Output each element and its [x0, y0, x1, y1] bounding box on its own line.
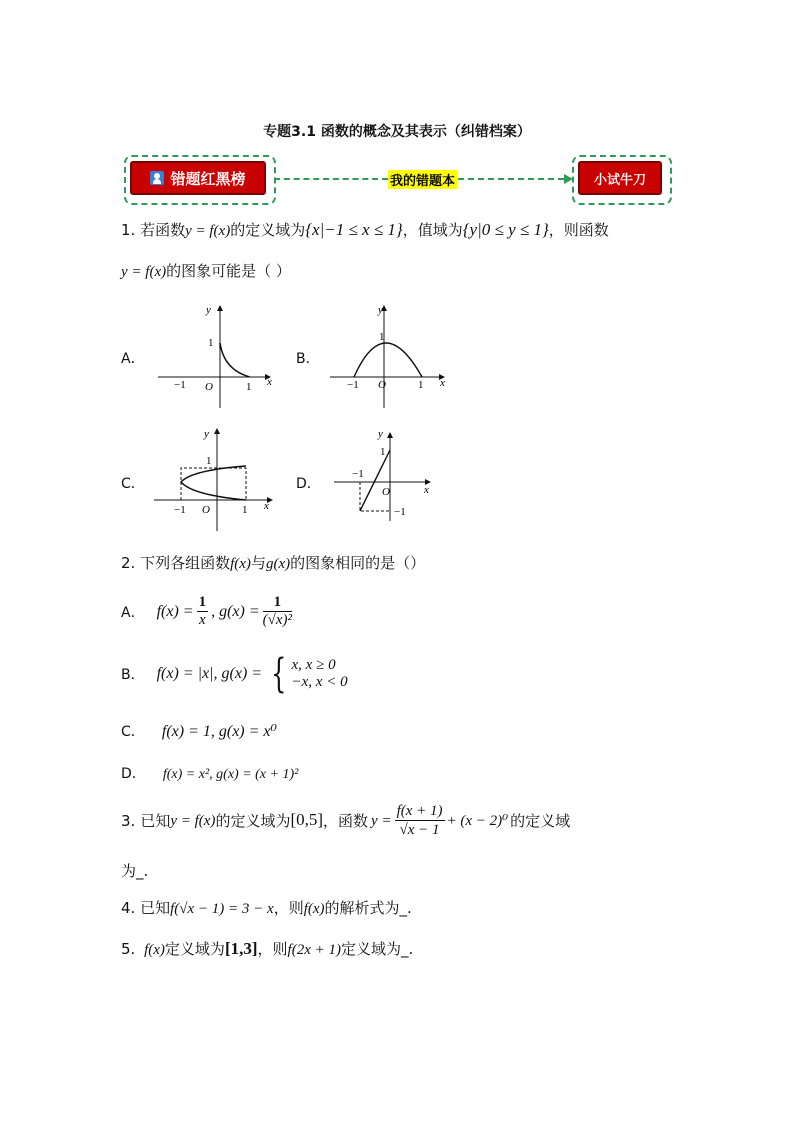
question-text: 已知 [140, 811, 171, 830]
numerator: 1 [263, 594, 292, 612]
question-number: 5. [121, 940, 136, 958]
option-label: B． [121, 667, 145, 683]
x-label: x [440, 377, 445, 389]
origin-label: O [202, 504, 210, 516]
math-expr: g(x) [265, 556, 291, 572]
fraction [197, 594, 209, 629]
tick-neg-one-x: −1 [347, 379, 359, 391]
y-label: y [206, 304, 211, 316]
question-3-line-2: 为_. [121, 862, 149, 880]
q2-option-d[interactable] [121, 763, 298, 783]
question-text: 的定义域为 [230, 221, 306, 239]
graph-c [150, 425, 280, 535]
math-expr: f(x) = 1, g(x) = x⁰ [161, 723, 277, 740]
q2-option-c[interactable] [121, 721, 277, 741]
question-4 [121, 899, 412, 918]
question-text: 下列各组函数 [140, 554, 231, 572]
parabola [354, 343, 422, 377]
math-expr: f(x) = [156, 602, 194, 620]
math-expr: {x|−1 ≤ x ≤ 1} [305, 220, 403, 239]
option-a-label[interactable]: A． [121, 351, 145, 367]
question-1-line-1 [121, 220, 609, 240]
fraction [263, 594, 292, 629]
math-expr: f(2x + 1) [287, 942, 341, 958]
denominator: (√x)² [262, 612, 293, 628]
math-expr: f(x) = |x|, g(x) = [156, 665, 263, 682]
question-text: 与 [250, 554, 266, 572]
question-number: 4. [121, 899, 136, 917]
tick-one-y: 1 [208, 337, 214, 349]
question-number: 3. [121, 811, 136, 830]
y-label: y [204, 428, 209, 440]
practice-button[interactable] [578, 161, 662, 195]
question-text: 已知 [140, 899, 171, 917]
question-text: ，值域为 [402, 221, 463, 239]
math-expr: [1,3] [224, 939, 258, 958]
tick-neg-one-x: −1 [174, 379, 186, 391]
question-number: 1. [121, 221, 136, 239]
option-label: A． [121, 604, 145, 621]
tick-one-y: 1 [379, 331, 385, 343]
question-text: 若函数 [140, 221, 186, 239]
y-label: y [378, 304, 383, 316]
curve [181, 466, 246, 500]
math-expr: y = f(x) [185, 223, 231, 239]
denominator: √x − 1 [399, 822, 440, 838]
tick-neg-one-x: −1 [174, 504, 186, 516]
question-text: 的定义域为 [215, 811, 291, 830]
q2-option-a[interactable] [121, 594, 292, 629]
curve [220, 343, 250, 377]
case-1: x, x ≥ 0 [291, 657, 336, 673]
math-expr: {y|0 ≤ y ≤ 1} [462, 220, 549, 239]
x-label: x [424, 484, 429, 496]
question-text: ，则 [257, 940, 288, 958]
tick-one-y: 1 [206, 455, 212, 467]
origin-label: O [205, 381, 213, 393]
practice-label: 小试牛刀 [593, 172, 646, 188]
y-label: y [378, 428, 383, 440]
tick-one-y: 1 [380, 446, 386, 458]
my-mistakes-notebook-label: 我的错题本 [388, 170, 457, 189]
question-text: ，则 [273, 899, 304, 917]
math-expr: f(√x − 1) = 3 − x [170, 901, 274, 917]
question-text: ，则函数 [548, 221, 609, 239]
question-1-line-2 [121, 262, 291, 281]
x-label: x [264, 500, 269, 512]
tick-one-x: 1 [242, 504, 248, 516]
banner-connector-left [274, 178, 388, 180]
question-text: ，函数 [323, 811, 369, 830]
option-b-label[interactable]: B． [296, 351, 320, 367]
x-label: x [267, 376, 272, 388]
question-text: 的图象相同的是（） [290, 554, 426, 572]
question-5 [121, 939, 413, 959]
option-label: D． [121, 766, 146, 782]
tick-one-x: 1 [418, 379, 424, 391]
math-expr: + (x − 2)⁰ [446, 812, 509, 829]
user-icon [150, 171, 164, 185]
numerator: f(x + 1) [396, 803, 443, 819]
math-expr: y = [371, 812, 392, 829]
wrong-answers-rank-button[interactable] [130, 161, 266, 195]
wrong-answers-rank-label: 错题红黑榜 [170, 169, 246, 188]
banner-connector-right [458, 178, 564, 180]
case-2: −x, x < 0 [291, 674, 348, 690]
page-title: 专题3.1 函数的概念及其表示（纠错档案） [263, 124, 531, 140]
question-text: 定义域为_. [340, 940, 414, 958]
origin-label: O [382, 486, 390, 498]
origin-label: O [378, 379, 386, 391]
tick-neg-one-x: −1 [352, 468, 364, 480]
question-text: 的解析式为_. [324, 899, 412, 917]
graph-d [330, 425, 440, 525]
piecewise-cases [292, 657, 348, 691]
math-expr: f(x) [303, 901, 325, 917]
question-text: 的图象可能是（ ） [166, 262, 291, 280]
q2-option-b[interactable] [121, 651, 348, 697]
question-text: 的定义域 [510, 811, 571, 830]
question-3-line-1 [121, 802, 570, 839]
fraction [395, 802, 445, 839]
math-expr: y = f(x) [170, 812, 216, 829]
line-segment [360, 450, 390, 511]
tick-one-x: 1 [246, 381, 252, 393]
math-expr: y = f(x) [121, 264, 167, 280]
denominator: x [198, 612, 206, 628]
graph-b [322, 300, 452, 412]
tick-neg-one-y: −1 [394, 506, 406, 518]
option-label: C． [121, 724, 145, 740]
math-expr: f(x) [230, 556, 251, 572]
graph-a [150, 300, 280, 412]
math-expr: , g(x) = [211, 602, 260, 620]
numerator: 1 [198, 594, 207, 610]
option-c-label[interactable]: C． [121, 476, 145, 492]
option-d-label[interactable]: D． [296, 476, 321, 492]
question-2-stem [121, 554, 425, 573]
math-expr: f(x) [144, 942, 165, 958]
question-number: 2. [121, 554, 136, 572]
math-expr: [0,5] [290, 810, 324, 830]
brace: { [271, 651, 287, 697]
math-expr: f(x) = x², g(x) = (x + 1)² [162, 767, 299, 782]
question-text: 定义域为 [164, 940, 225, 958]
